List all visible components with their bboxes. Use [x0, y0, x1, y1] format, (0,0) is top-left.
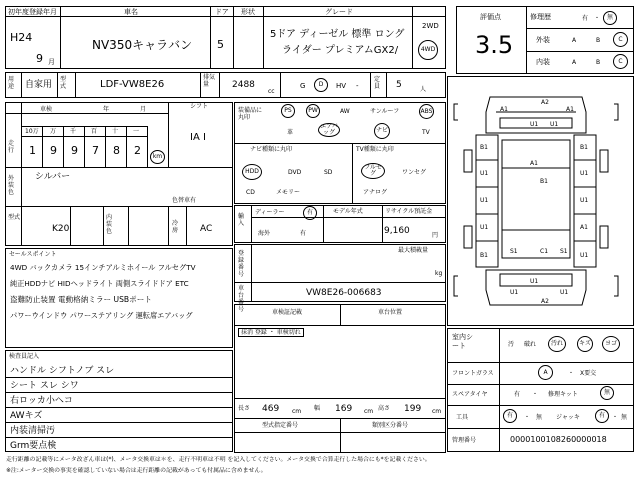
mileage-digit-3: 9: [71, 144, 78, 157]
glass-label: フロントガラス: [452, 370, 494, 377]
seat-opt-torn: 破れ: [524, 341, 537, 348]
height-value: 199: [404, 404, 422, 414]
exterior-c-circle: C: [613, 32, 628, 47]
height-label: 高さ: [378, 405, 391, 412]
door-label: ドア: [215, 8, 229, 16]
first-reg-year: H24: [10, 31, 33, 44]
drive-label: 2WD: [422, 22, 439, 30]
repair-opt-yes: 有: [582, 15, 589, 22]
chassis-position-label: 車台位置: [378, 309, 403, 316]
displacement-label: 排気量: [203, 74, 216, 88]
seat-scratch-circle: キズ: [577, 336, 593, 352]
tool-label: 工具: [456, 414, 469, 421]
model-type-value: LDF-VW8E26: [100, 79, 165, 90]
seat-opt-dirty: 汚: [508, 341, 515, 348]
type-label: 型式: [60, 76, 67, 90]
diagram-code-14: U1: [480, 224, 489, 231]
diagram-code-24: A2: [541, 298, 549, 305]
capacity-unit: 人: [420, 86, 427, 93]
seat-soil-circle: ヨゴ: [602, 336, 620, 352]
shift-label: シフト: [190, 103, 209, 110]
mileage-digit-1: 1: [29, 144, 36, 157]
diagram-code-1: A2: [541, 99, 549, 106]
chassis-label: 車台番号: [238, 285, 245, 313]
diagram-code-12: A1: [530, 160, 538, 167]
inspection-label: 車検: [40, 106, 53, 113]
recycle-yen: 円: [432, 232, 439, 239]
tv-oneseg: ワンセグ: [402, 169, 427, 176]
length-value: 469: [262, 404, 280, 414]
diagram-code-3: U1: [530, 121, 539, 128]
diagram-code-9: U1: [580, 170, 589, 177]
repair-history-label: 修理歴: [530, 13, 551, 21]
equip-leather: 革: [287, 129, 294, 136]
km-circle: km: [150, 150, 165, 164]
equip-sunroof: サンルーフ: [370, 108, 400, 115]
tool-opt-dot: ・: [524, 414, 531, 421]
navi-memory: メモリー: [276, 189, 301, 196]
equip-airbag-circle: エアバッグ: [318, 123, 340, 137]
tool-yes-circle: 有: [503, 409, 517, 423]
spare-opt-dot: ・: [532, 391, 539, 398]
footer-note-2: ※注:メーター交換の事実を確認していない場合は走行距離の記載があっても付属品に含めません。: [6, 468, 267, 474]
diagram-code-19: B1: [480, 252, 488, 259]
mileage-digit-6: 2: [134, 144, 141, 157]
wheel-fr-icon: [600, 150, 608, 172]
digit-header-10: 十: [112, 128, 119, 135]
mileage-digit-2: 9: [50, 144, 57, 157]
navi-dvd: DVD: [288, 169, 302, 176]
diagram-code-10: U1: [480, 197, 489, 204]
digit-header-1k: 千: [70, 128, 77, 135]
recycle-value: 9,160: [384, 226, 410, 236]
inspector-line-6: Grm要点検: [10, 441, 57, 451]
equip-pw-circle: PW: [306, 104, 320, 118]
color-value: シルバー: [35, 172, 71, 182]
shape-label: 形状: [241, 8, 255, 16]
sales-line-1: 4WD バックカメラ 15インチアルミホイール フルセグTV: [10, 263, 196, 272]
cc-unit: cc: [268, 88, 275, 95]
diagram-code-7: B1: [580, 144, 588, 151]
class-no-label: 類別区分番号: [372, 422, 409, 429]
glass-opt-dot: ・: [568, 370, 575, 377]
inspector-line-4: AWキズ: [10, 411, 43, 421]
sales-line-3: 盗難防止装置 電動格納ミラー USBポート: [10, 295, 152, 304]
width-label: 幅: [314, 405, 321, 412]
score-value: 3.5: [475, 31, 514, 59]
diagram-code-21: U1: [510, 289, 519, 296]
exterior-label: 外装: [536, 36, 550, 44]
car-name-value: NV350キャラバン: [92, 38, 193, 52]
jack-yes-circle: 有: [595, 409, 609, 423]
grade-value-line2: ライダー プレミアムGX2/: [282, 45, 399, 56]
model-year-label: モデル年式: [333, 208, 363, 215]
fuel-g: G: [300, 82, 306, 90]
equip-ps-circle: PS: [281, 104, 295, 118]
month-unit: 月: [48, 58, 55, 66]
spare-label: スペアタイヤ: [452, 391, 488, 398]
max-load-label: 最大積載量: [398, 247, 429, 254]
jack-label: ジャッキ: [556, 414, 580, 421]
ac-label: 冷房: [172, 220, 179, 234]
digit-header-1: 一: [133, 128, 140, 135]
shift-value: IA I: [190, 132, 206, 143]
height-unit: cm: [432, 408, 442, 415]
seat-stain-circle: 汚れ: [548, 336, 566, 352]
equip-aw: AW: [340, 108, 350, 115]
diagram-code-16: S1: [510, 248, 518, 255]
car-name-label: 車名: [124, 8, 138, 16]
first-reg-label: 初年度登録年月: [8, 8, 57, 16]
repair-record-label: 車検証記載: [272, 309, 303, 316]
width-unit: cm: [364, 408, 374, 415]
mgmt-no-label: 管理番号: [452, 437, 477, 444]
glass-opt-replace: X要交: [580, 370, 597, 377]
seat-label: 室内シート: [452, 333, 473, 350]
mark-yes: 有: [300, 230, 307, 237]
drive-4wd-circle: 4WD: [418, 40, 438, 60]
engine-type-value: K20: [52, 224, 70, 234]
car-rear-outline: [486, 270, 586, 305]
digit-header-100: 百: [91, 128, 98, 135]
navi-cd: CD: [246, 189, 255, 196]
diagram-code-20: U1: [580, 252, 589, 259]
inspection-year-unit: 年: [103, 106, 110, 113]
navi-sd: SD: [324, 169, 333, 176]
dealer-yes-circle: 有: [303, 206, 317, 220]
exterior-opt-b: B: [596, 37, 601, 44]
sales-line-4: パワーウインドウ パワーステアリング 運転席エアバッグ: [10, 311, 193, 320]
grade-label: グレード: [325, 8, 353, 16]
diagram-code-13: B1: [540, 178, 548, 185]
equip-abs-circle: ABS: [419, 104, 434, 119]
inspector-line-5: 内装清掃汚: [10, 426, 56, 436]
kg-unit: kg: [435, 270, 443, 277]
grade-value-line1: 5ドア ディーゼル 標準 ロング: [270, 29, 405, 40]
doors-value: 5: [217, 38, 224, 51]
spare-opt-kit: 修理キット: [548, 391, 578, 398]
equip-label: 装備品に丸印: [238, 107, 263, 121]
diagram-code-18: S1: [560, 248, 568, 255]
mileage-digit-4: 7: [92, 144, 99, 157]
interior-opt-a: A: [572, 59, 577, 66]
color-label: 外装色: [8, 175, 15, 196]
displacement-value: 2488: [232, 80, 255, 90]
diagram-code-11: U1: [580, 197, 589, 204]
navi-hdd-circle: HDD: [242, 164, 262, 180]
diagram-code-2: A1: [500, 106, 508, 113]
capacity-value: 5: [396, 80, 402, 90]
wheel-rl-icon: [464, 226, 472, 248]
exterior-opt-a: A: [572, 37, 577, 44]
inspector-line-2: シート スレ シワ: [10, 381, 79, 391]
first-reg-month: 9: [36, 52, 43, 65]
interior-c-circle: C: [613, 54, 628, 69]
deadline-label: 抹消 登録 ・ 車検切れ: [238, 328, 304, 337]
width-value: 169: [335, 404, 353, 414]
mgmt-no-value: 0000100108260000018: [510, 435, 607, 444]
tool-opt-no: 無: [536, 414, 543, 421]
diagram-code-17: C1: [540, 248, 549, 255]
fuel-d-circle: D: [314, 78, 328, 92]
spare-opt-yes: 有: [514, 391, 521, 398]
mileage-digit-5: 8: [113, 144, 120, 157]
reg-no-label: 登録番号: [238, 250, 245, 278]
mileage-label: 走行: [8, 140, 15, 154]
diagram-code-23: U1: [530, 278, 539, 285]
usage-label: 用途: [8, 76, 15, 90]
maker-label: 海外: [258, 230, 271, 237]
tv-fullseg-circle: フルセグ: [361, 163, 385, 179]
roof-panel: [502, 140, 570, 258]
usage-value: 自家用: [25, 80, 53, 90]
fuel-other: -: [356, 82, 359, 90]
repair-opt-dot: ・: [594, 15, 601, 22]
diagram-code-15: A1: [580, 224, 588, 231]
glass-a-circle: A: [538, 365, 553, 380]
equip-tv: TV: [422, 129, 430, 136]
repair-no-circle: 無: [603, 11, 617, 25]
digit-header-100k: 10万: [25, 128, 39, 135]
wheel-fl-icon: [464, 150, 472, 172]
model-cert-label: 型式指定番号: [262, 422, 299, 429]
ac-value: AC: [200, 224, 213, 234]
owner-label: 輸入: [238, 213, 245, 227]
footer-note-1: 走行距離の記載等にメータ改ざん車は(*)、メータ交換車は＊を、走行不明車は不明 を記入してください。メータ交換で合算走行した場合にも*を記載ください。: [6, 457, 431, 463]
wheel-rr-icon: [600, 226, 608, 248]
engine-type-label: 型式: [8, 214, 21, 221]
sales-line-2: 純正HDDナビ HIDヘッドライト 両側スライドドア ETC: [10, 279, 189, 288]
recycle-label: リサイクル預託金: [385, 208, 433, 215]
navi-type-label: ナビ種類に丸印: [250, 146, 293, 153]
length-label: 長さ: [238, 405, 251, 412]
jack-opt-dot: ・: [612, 414, 619, 421]
capacity-label: 定員: [374, 76, 381, 90]
dealer-label: ディーラー: [255, 209, 285, 216]
tv-type-label: TV種類に丸印: [356, 146, 394, 153]
tv-analog: アナログ: [363, 189, 388, 196]
diagram-code-8: U1: [480, 170, 489, 177]
diagram-code-4: U1: [550, 121, 559, 128]
inspector-line-3: 右ロッカ小ヘコ: [10, 396, 73, 406]
inspector-line-1: ハンドル シフトノブ スレ: [10, 366, 115, 376]
interior-color-label: 内装色: [106, 214, 113, 235]
diagram-code-22: U1: [560, 289, 569, 296]
interior-label: 内装: [536, 58, 550, 66]
diagram-code-6: B1: [480, 144, 488, 151]
chassis-value: VW8E26-006683: [306, 288, 382, 298]
sales-point-label: セールスポイント: [9, 251, 57, 258]
spare-no-circle: 無: [600, 386, 614, 400]
equip-navi-circle: ナビ: [374, 123, 390, 139]
diagram-code-5: A1: [566, 106, 574, 113]
jack-opt-no: 無: [621, 414, 628, 421]
fuel-hv: HV: [336, 82, 347, 90]
inspector-label: 検査員記入: [9, 353, 40, 360]
digit-header-10k: 万: [50, 128, 57, 135]
length-unit: cm: [292, 408, 302, 415]
inspection-month-unit: 月: [140, 106, 147, 113]
color-change-label: 色替車有: [172, 197, 197, 204]
interior-opt-b: B: [596, 59, 601, 66]
score-label: 評価点: [480, 13, 501, 21]
